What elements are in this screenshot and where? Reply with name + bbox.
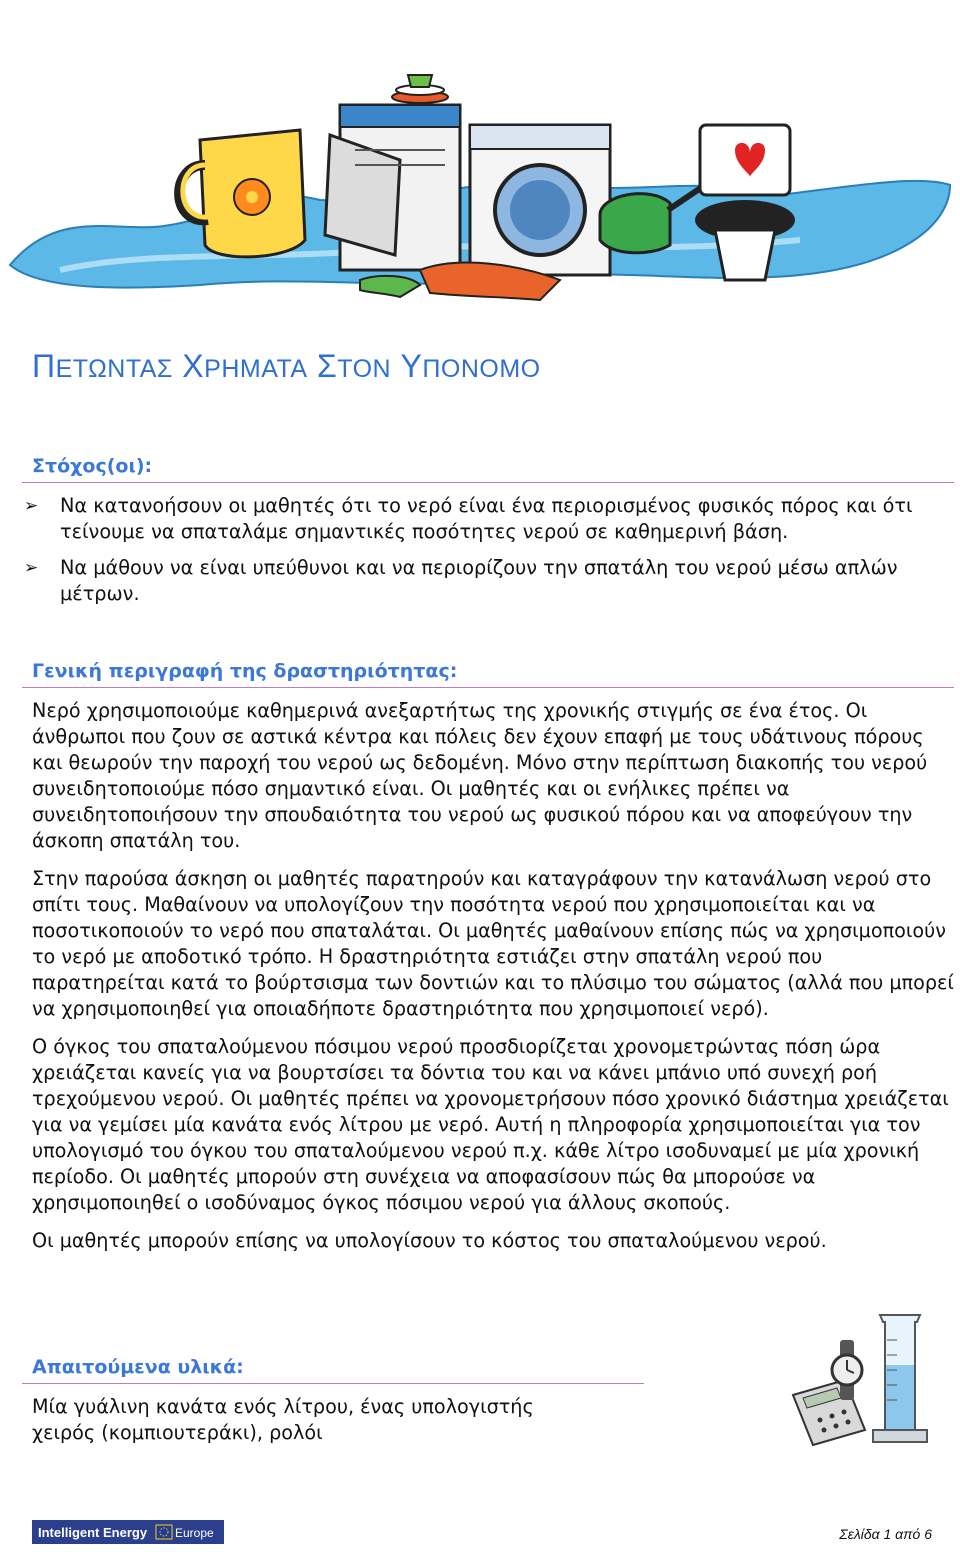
dishes-icon (392, 75, 448, 103)
measuring-cylinder-icon (873, 1315, 927, 1442)
hero-illustration (0, 35, 960, 315)
materials-heading: Απαιτούμενα υλικά: (22, 1356, 644, 1384)
description-paragraph: Ο όγκος του σπαταλούμενου πόσιμου νερού προσδιορίζεται χρονομετρώντας πόση ώρα χρειάζεται κανείς για να βουρτσίσει τα δόντια του και να κάνει μπάνιο υπό συνεχή ροή τρεχούμενου νερού. Οι μαθητές πρέπει να χρονομετρήσουν πόσο χρονικό διάστημα χρειάζεται για να γεμίσει μία κανάτα ενός λίτρου με νερό. Αυτή η πληροφορία χρησιμοποιείται για τον υπολογισμό του όγκου του σπαταλούμενου νερού π.χ. κάθε λίτρο ισοδυναμεί με μία χρονική περίοδο. Οι μαθητές μπορούν στη συνέχεια να αποφασίσουν πώς θα μπορούσε να χρησιμοποιηθεί ο ισοδύναμος όγκος πόσιμου νερού για άλλους σκοπούς. (32, 1035, 949, 1214)
arrow-bullet-icon: ➢ (24, 558, 39, 578)
description-heading: Γενική περιγραφή της δραστηριότητας: (22, 660, 954, 688)
goals-heading: Στόχος(οι): (22, 455, 954, 483)
page-title: ΠΕΤΩΝΤΑΣ ΧΡΗΜΑΤΑ ΣΤΟΝ ΥΠΟΝΟΜΟ (32, 348, 541, 384)
svg-text:Europe: Europe (175, 1526, 214, 1540)
description-paragraph: Νερό χρησιμοποιούμε καθημερινά ανεξαρτήτως της χρονικής στιγμής σε ένα έτος. Οι άνθρωποι που ζουν σε αστικά κέντρα και πόλεις δεν έχουν επαφή με τους υδάτινους πόρους και θεωρούν την παροχή του νερού ως δεδομένη. Μόνο στην περίπτωση διακοπής του νερού συνειδητοποιούμε πόσο σημαντικό είναι. Οι μαθητές και οι ενήλικες πρέπει να συνειδητοποιήσουν την σπουδαιότητα του νερού ως φυσικού πόρου και να αποφεύγουν την άσκοπη σπατάλη του. (32, 699, 928, 852)
description-section (22, 660, 954, 1266)
description-paragraph: Στην παρούσα άσκηση οι μαθητές παρατηρούν και καταγράφουν την κατανάλωση νερού στο σπίτι τους. Μαθαίνουν να υπολογίζουν την ποσότητα νερού που χρησιμοποιείται και να ποσοτικοποιούν το νερό που σπαταλάται. Οι μαθητές μαθαίνουν επίσης πώς να χρησιμοποιούν το νερό με αποδοτικό τρόπο. Η δραστηριότητα εστιάζει στην σπατάλη νερού που παρατηρείται κατά το βούρτσισμα των δοντιών και το πλύσιμο του σώματος (αλλά που μπορεί να χρησιμοποιηθεί για οποιαδήποτε δραστηριότητα που χρησιμοποιεί νερό). (32, 867, 954, 1020)
calculator-icon (793, 1380, 865, 1445)
goals-section (22, 455, 954, 617)
washing-machine-icon (470, 125, 610, 275)
intelligent-energy-europe-logo (32, 1520, 224, 1544)
materials-section (22, 1356, 644, 1458)
materials-illustration (785, 1310, 935, 1450)
dishwasher-icon (325, 105, 460, 270)
goal-item: ➢ Να μάθουν να είναι υπεύθυνοι και να περιορίζουν την σπατάλη του νερού μέσω απλών μέτρων. (24, 556, 898, 605)
svg-text:Intelligent Energy: Intelligent Energy (38, 1525, 148, 1540)
description-paragraph: Οι μαθητές μπορούν επίσης να υπολογίσουν το κόστος του σπαταλούμενου νερού. (32, 1229, 827, 1252)
arrow-bullet-icon: ➢ (24, 496, 39, 516)
page-number: Σελίδα 1 από 6 (839, 1526, 932, 1542)
goal-item: ➢ Να κατανοήσουν οι μαθητές ότι το νερό είναι ένα περιορισμένος φυσικός πόρος και ότι τείνουμε να σπαταλάμε σημαντικές ποσότητες νερού σε καθημερινή βάση. (24, 494, 913, 543)
goals-list (22, 493, 954, 607)
materials-text: Μία γυάλινη κανάτα ενός λίτρου, ένας υπολογιστής χειρός (κομπιουτεράκι), ρολόι (32, 1395, 534, 1444)
